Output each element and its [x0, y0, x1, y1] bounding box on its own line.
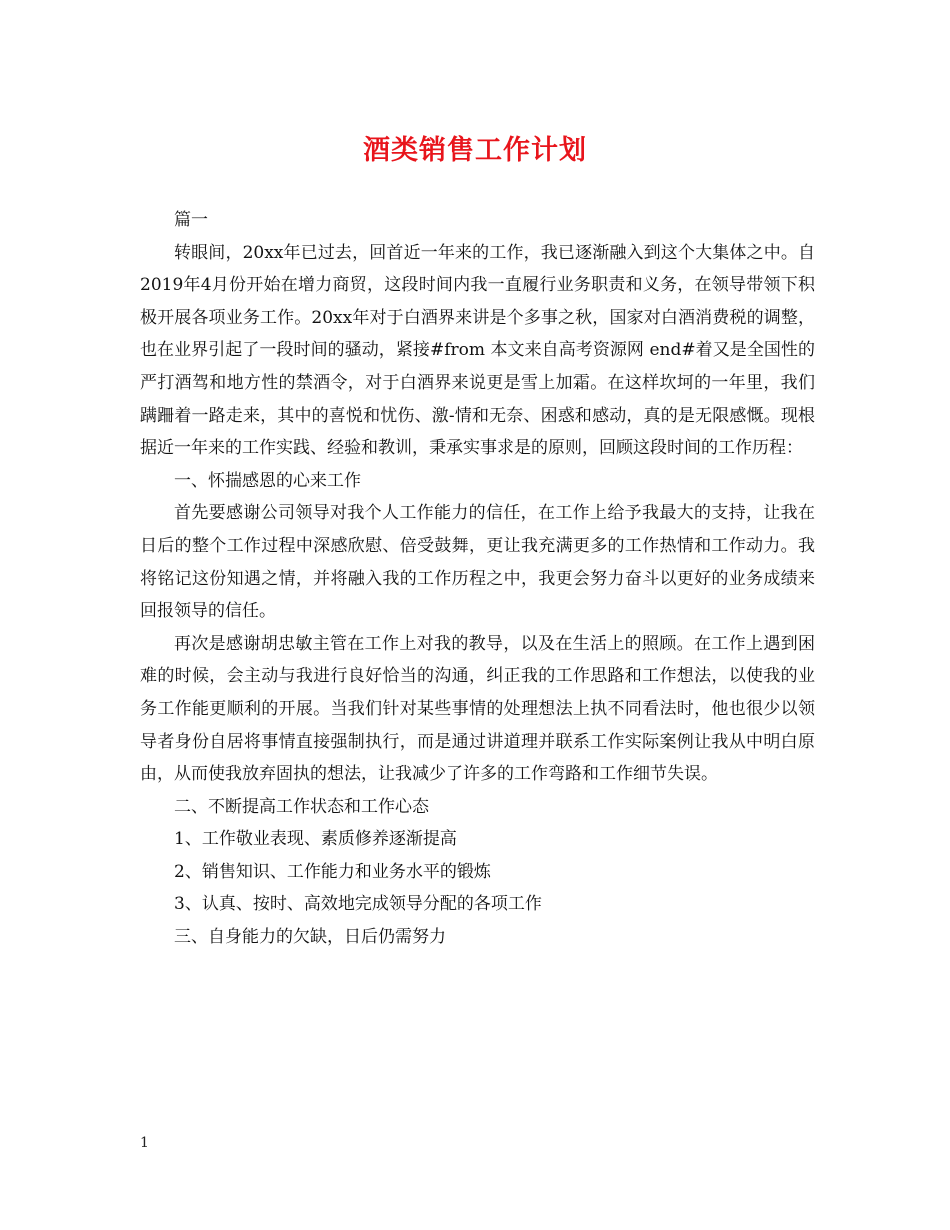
document-title: 酒类销售工作计划 — [363, 135, 587, 166]
paragraph-gratitude-supervisor: 再次是感谢胡忠敏主管在工作上对我的教导，以及在生活上的照顾。在工作上遇到困难的时候，会主动与我进行良好恰当的沟通，纠正我的工作思路和工作想法，以使我的业务工作能更顺利的开展。当我们针对某些事情的处理想法上执不同看法时，他也很少以领导者身份自居将事情直接强制执行，而是通过讲道理并联系工作实际案例让我从中明白原由，从而使我放弃固执的想法，让我减少了许多的工作弯路和工作细节失误。 — [140, 633, 815, 785]
page-number: 1 — [140, 1135, 149, 1151]
list-item-2: 2、销售知识、工作能力和业务水平的锻炼 — [174, 861, 491, 882]
paragraph-intro: 转眼间，20xx年已过去，回首近一年来的工作，我已逐渐融入到这个大集体之中。自2019年4月份开始在增力商贸，这段时间内我一直履行业务职责和义务，在领导带领下积极开展各项业务工作。20xx年对于白酒界来讲是个多事之秋，国家对白酒消费税的调整，也在业界引起了一段时间的骚动，紧接#from 本文来自高考资源网 end#着又是全国性的严打酒驾和地方性的禁酒令，对于白酒界来说更是雪上加霜。在这样坎坷的一年里，我们蹒跚着一路走来，其中的喜悦和忧伤、激-情和无奈、困惑和感动，真的是无限感慨。现根据近一年来的工作实践、经验和教训，秉承实事求是的原则，回顾这段时间的工作历程： — [140, 242, 815, 459]
heading-section-1: 一、怀揣感恩的心来工作 — [174, 470, 361, 491]
heading-section-3: 三、自身能力的欠缺，日后仍需努力 — [174, 927, 446, 948]
document-body — [140, 204, 815, 954]
paragraph-section-label: 篇一 — [174, 210, 208, 230]
list-item-3: 3、认真、按时、高效地完成领导分配的各项工作 — [174, 894, 542, 915]
list-item-1: 1、工作敬业表现、素质修养逐渐提高 — [174, 829, 457, 850]
paragraph-gratitude-leadership: 首先要感谢公司领导对我个人工作能力的信任，在工作上给予我最大的支持，让我在日后的整个工作过程中深感欣慰、倍受鼓舞，更让我充满更多的工作热情和工作动力。我将铭记这份知遇之情，并将融入我的工作历程之中，我更会努力奋斗以更好的业务成绩来回报领导的信任。 — [140, 503, 815, 622]
heading-section-2: 二、不断提高工作状态和工作心态 — [174, 796, 429, 817]
